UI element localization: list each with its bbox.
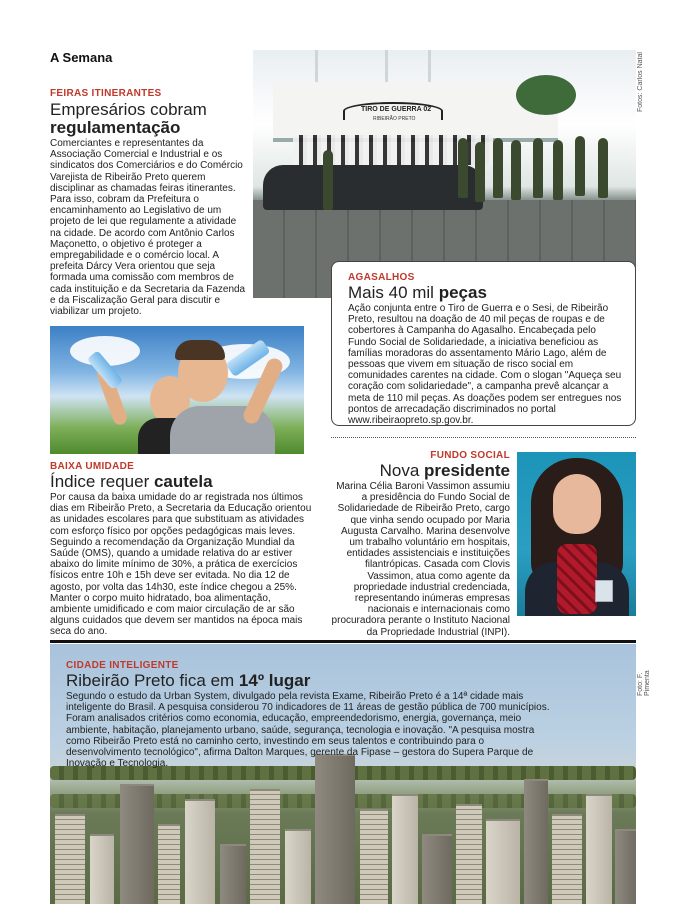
article-feiras [50,88,246,317]
building [586,794,612,904]
soldier [511,140,521,200]
divider [331,437,636,438]
article-title-line1: Empresários cobram [50,100,207,119]
building [524,779,548,904]
scarf [557,544,597,614]
building [285,829,311,904]
soldier [323,150,333,210]
badge-pin [595,580,613,602]
building [456,804,482,904]
article-body: Marina Célia Baroni Vassimon assumiu a presidência do Fundo Social de Solidariedade de Ribeirão Preto, cargo que vinha sendo ocupado por Maria Augusta Carvalho. Marina desenvolve um trabalho voluntário em hospitais, entidades assistenciais e instituições filantrópicas. Casada com Clovis Vassimon, atua como agente da propriedade industrial credenciada, representando inúmeras empresas nacionais e internacionais como procuradora perante o Instituto Nacional da Propriedade Industrial (INPI). [331,481,510,638]
photo-portrait-president [517,452,636,616]
building [55,814,85,904]
article-title-plain: Nova [379,461,420,480]
article-title [66,672,556,690]
article-umidade [50,461,312,638]
soldier [575,136,585,196]
soldier [475,142,485,202]
article-title-bold: regulamentação [50,118,181,137]
article-body: Comerciantes e representantes da Associação Comercial e Industrial e os sindicatos dos Comerciários e do Comércio Varejista de Ribeirão Preto querem disciplinar as chamadas feiras itinerantes. Para isso, cobram da Prefeitura o encaminhamento ao Legislativo de um projeto de lei que regulamente a atividade na cidade. De acordo com Antônio Carlos Maçonetto, o objetivo é proteger a empregabilidade e o comércio local. A prefeita Dárcy Vera orientou que seja formada uma comissão com membros de cada instituição e da Secretaria da Fazenda e da Fiscalização Geral para discutir e viabilizar um projeto. [50,138,246,318]
face [553,474,601,534]
building [250,789,280,904]
article-kicker: FUNDO SOCIAL [430,450,510,461]
article-kicker: CIDADE INTELIGENTE [66,660,179,671]
article-body: Por causa da baixa umidade do ar registrada nos últimos dias em Ribeirão Preto, a Secretaria da Educação orientou as unidades escolares para que substituam as atividades com esforço físico por opções pedagógicas mais leves. Seguindo a recomendação da Organização Mundial da Saúde (OMS), quando a umidade relativa do ar estiver abaixo do limite mínimo de 30%, a prática de exercícios físicos entre 10h e 15h deve ser evitada. No dia 12 de agosto, por volta das 14h30, este índice chegou a 25%. Manter o corpo muito hidratado, boa alimentação, ambiente umidificado e com maior circulação de ar são alguns cuidados que devem ser mantidos na época mais seca do ano. [50,492,312,638]
building [360,809,388,904]
photo-people-drinking-water [50,326,304,454]
building [422,834,452,904]
building [315,754,355,904]
article-title-bold: cautela [153,472,213,491]
article-title-plain: Ribeirão Preto fica em [66,671,235,690]
building-sign-subtext: RIBEIRÃO PRETO [373,116,416,122]
soldier [493,138,503,198]
article-kicker: AGASALHOS [348,272,415,283]
section-title: A Semana [50,50,113,65]
article-title [50,473,312,491]
article-kicker: FEIRAS ITINERANTES [50,88,162,99]
building [615,829,636,904]
article-agasalhos [331,261,636,426]
article-title-plain: Mais 40 mil [348,283,434,302]
building [552,814,582,904]
article-fundo-social [329,450,510,638]
soldier [553,140,563,200]
article-body: Segundo o estudo da Urban System, divulgado pela revista Exame, Ribeirão Preto é a 14ª cidade mais inteligente do Brasil. A pesquisa considerou 70 indicadores de 11 áreas de gestão pública de 700 municípios. Foram analisados critérios como economia, educação, empreendedorismo, energia, governança, meio ambiente, habitação, planejamento urbano, saúde, segurança, tecnologia e inovação. "A pesquisa mostra como Ribeirão Preto está no caminho certo, investindo em seus talentos e contribuindo para o desenvolvimento tecnológico", afirma Dalton Marques, gerente da Fipase – gestora do Supera Parque de Inovação e Tecnologia. [66,691,550,770]
building [158,824,180,904]
article-title-bold: presidente [424,461,510,480]
article-title [348,284,623,302]
soldier [458,138,468,198]
article-kicker: BAIXA UMIDADE [50,461,135,472]
article-body: Ação conjunta entre o Tiro de Guerra e o Sesi, de Ribeirão Preto, resultou na doação de 40 mil peças de roupas e de cobertores à Campanha do Agasalho. Encabeçada pelo Fundo Social de Solidariedade, a iniciativa beneficiou as famílias moradoras do assentamento Mário Lago, além de pessoas que vivem em situação de risco social em comunidades carentes na cidade. Com o slogan "Aqueça seu coração com solidariedade", a campanha prevê alcançar a meta de 110 mil peças. As doações podem ser entregues nos pontos de arrecadação discriminados no portal www.ribeiraopreto.sp.gov.br. [348,303,622,427]
building-sign-text: TIRO DE GUERRA 02 [361,106,432,113]
photo-credit-bottom: Foto: F. Pimenta [637,670,651,696]
building [185,799,215,904]
building [486,819,520,904]
article-cidade-inteligente [66,660,556,769]
section-rule [50,640,636,643]
donation-bags [263,165,483,210]
article-title [50,101,246,137]
article-title-bold: 14º lugar [238,671,311,690]
building [392,794,418,904]
soldier [598,138,608,198]
tree [516,75,576,115]
article-title-plain: Índice requer [50,472,150,491]
article-title-bold: peças [438,283,487,302]
article-title [329,462,510,480]
soldier [533,138,543,198]
photo-credit-top: Fotos: Carlos Natal [637,52,644,112]
man-hair [175,340,225,360]
building [120,784,154,904]
building [220,844,246,904]
building [90,834,114,904]
